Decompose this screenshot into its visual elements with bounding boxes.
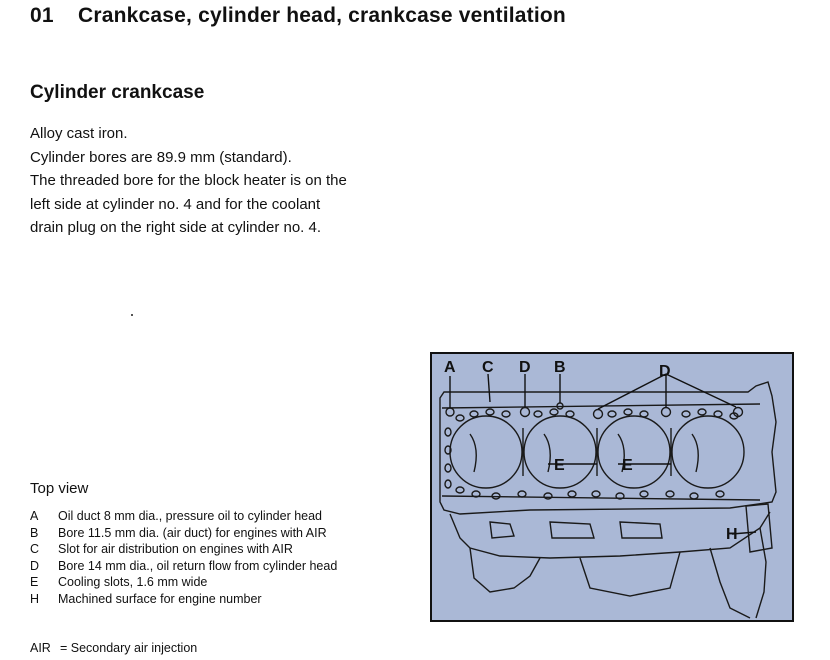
figure-caption: Top view [30,480,89,497]
description-line: drain plug on the right side at cylinder no. 4. [30,219,322,236]
callout-b: B [554,359,566,376]
callout-d: D [659,363,671,380]
description-line: Alloy cast iron. [30,125,128,142]
legend-key: D [30,558,40,573]
legend-item [30,525,337,542]
description-paragraph [30,122,347,240]
abbreviation-text: = Secondary air injection [60,641,198,655]
legend-item [30,558,337,575]
description-line: left side at cylinder no. 4 and for the coolant [30,195,321,213]
legend-text: Slot for air distribution on engines with AIR [58,542,293,557]
legend-item [30,591,337,608]
legend-item [30,508,337,525]
legend-key: C [30,542,40,557]
description-line: The threaded bore for the block heater is on the [30,172,347,189]
section-number: 01 [30,4,54,27]
legend-text: Machined surface for engine number [58,591,262,606]
callout-h: H [726,526,738,543]
abbreviation-note [30,641,197,655]
section-heading [30,4,566,28]
description-line: Cylinder bores are 89.9 mm (standard). [30,148,292,166]
callout-e: E [554,457,565,474]
callout-d: D [519,359,531,376]
legend-text: Bore 14 mm dia., oil return flow from cylinder head [58,558,338,573]
legend-key: A [30,509,39,523]
callout-a: A [444,359,456,376]
stray-dot [131,314,133,316]
figure-legend [30,508,337,608]
crankcase-illustration [430,352,794,622]
legend-text: Bore 11.5 mm dia. (air duct) for engines with AIR [58,525,327,540]
callout-e: E [622,457,633,474]
subsection-title: Cylinder crankcase [30,82,205,103]
legend-text: Oil duct 8 mm dia., pressure oil to cylinder head [58,509,323,523]
callout-c: C [482,359,494,376]
crankcase-top-view-figure [430,352,794,622]
figure-background [431,353,793,621]
abbreviation-key: AIR [30,641,51,655]
legend-item [30,574,337,591]
section-title: Crankcase, cylinder head, crankcase ventilation [78,4,566,27]
legend-item [30,541,337,558]
legend-text: Cooling slots, 1.6 mm wide [58,575,208,590]
legend-key: H [30,591,40,606]
legend-key: B [30,525,39,540]
legend-key: E [30,575,39,590]
